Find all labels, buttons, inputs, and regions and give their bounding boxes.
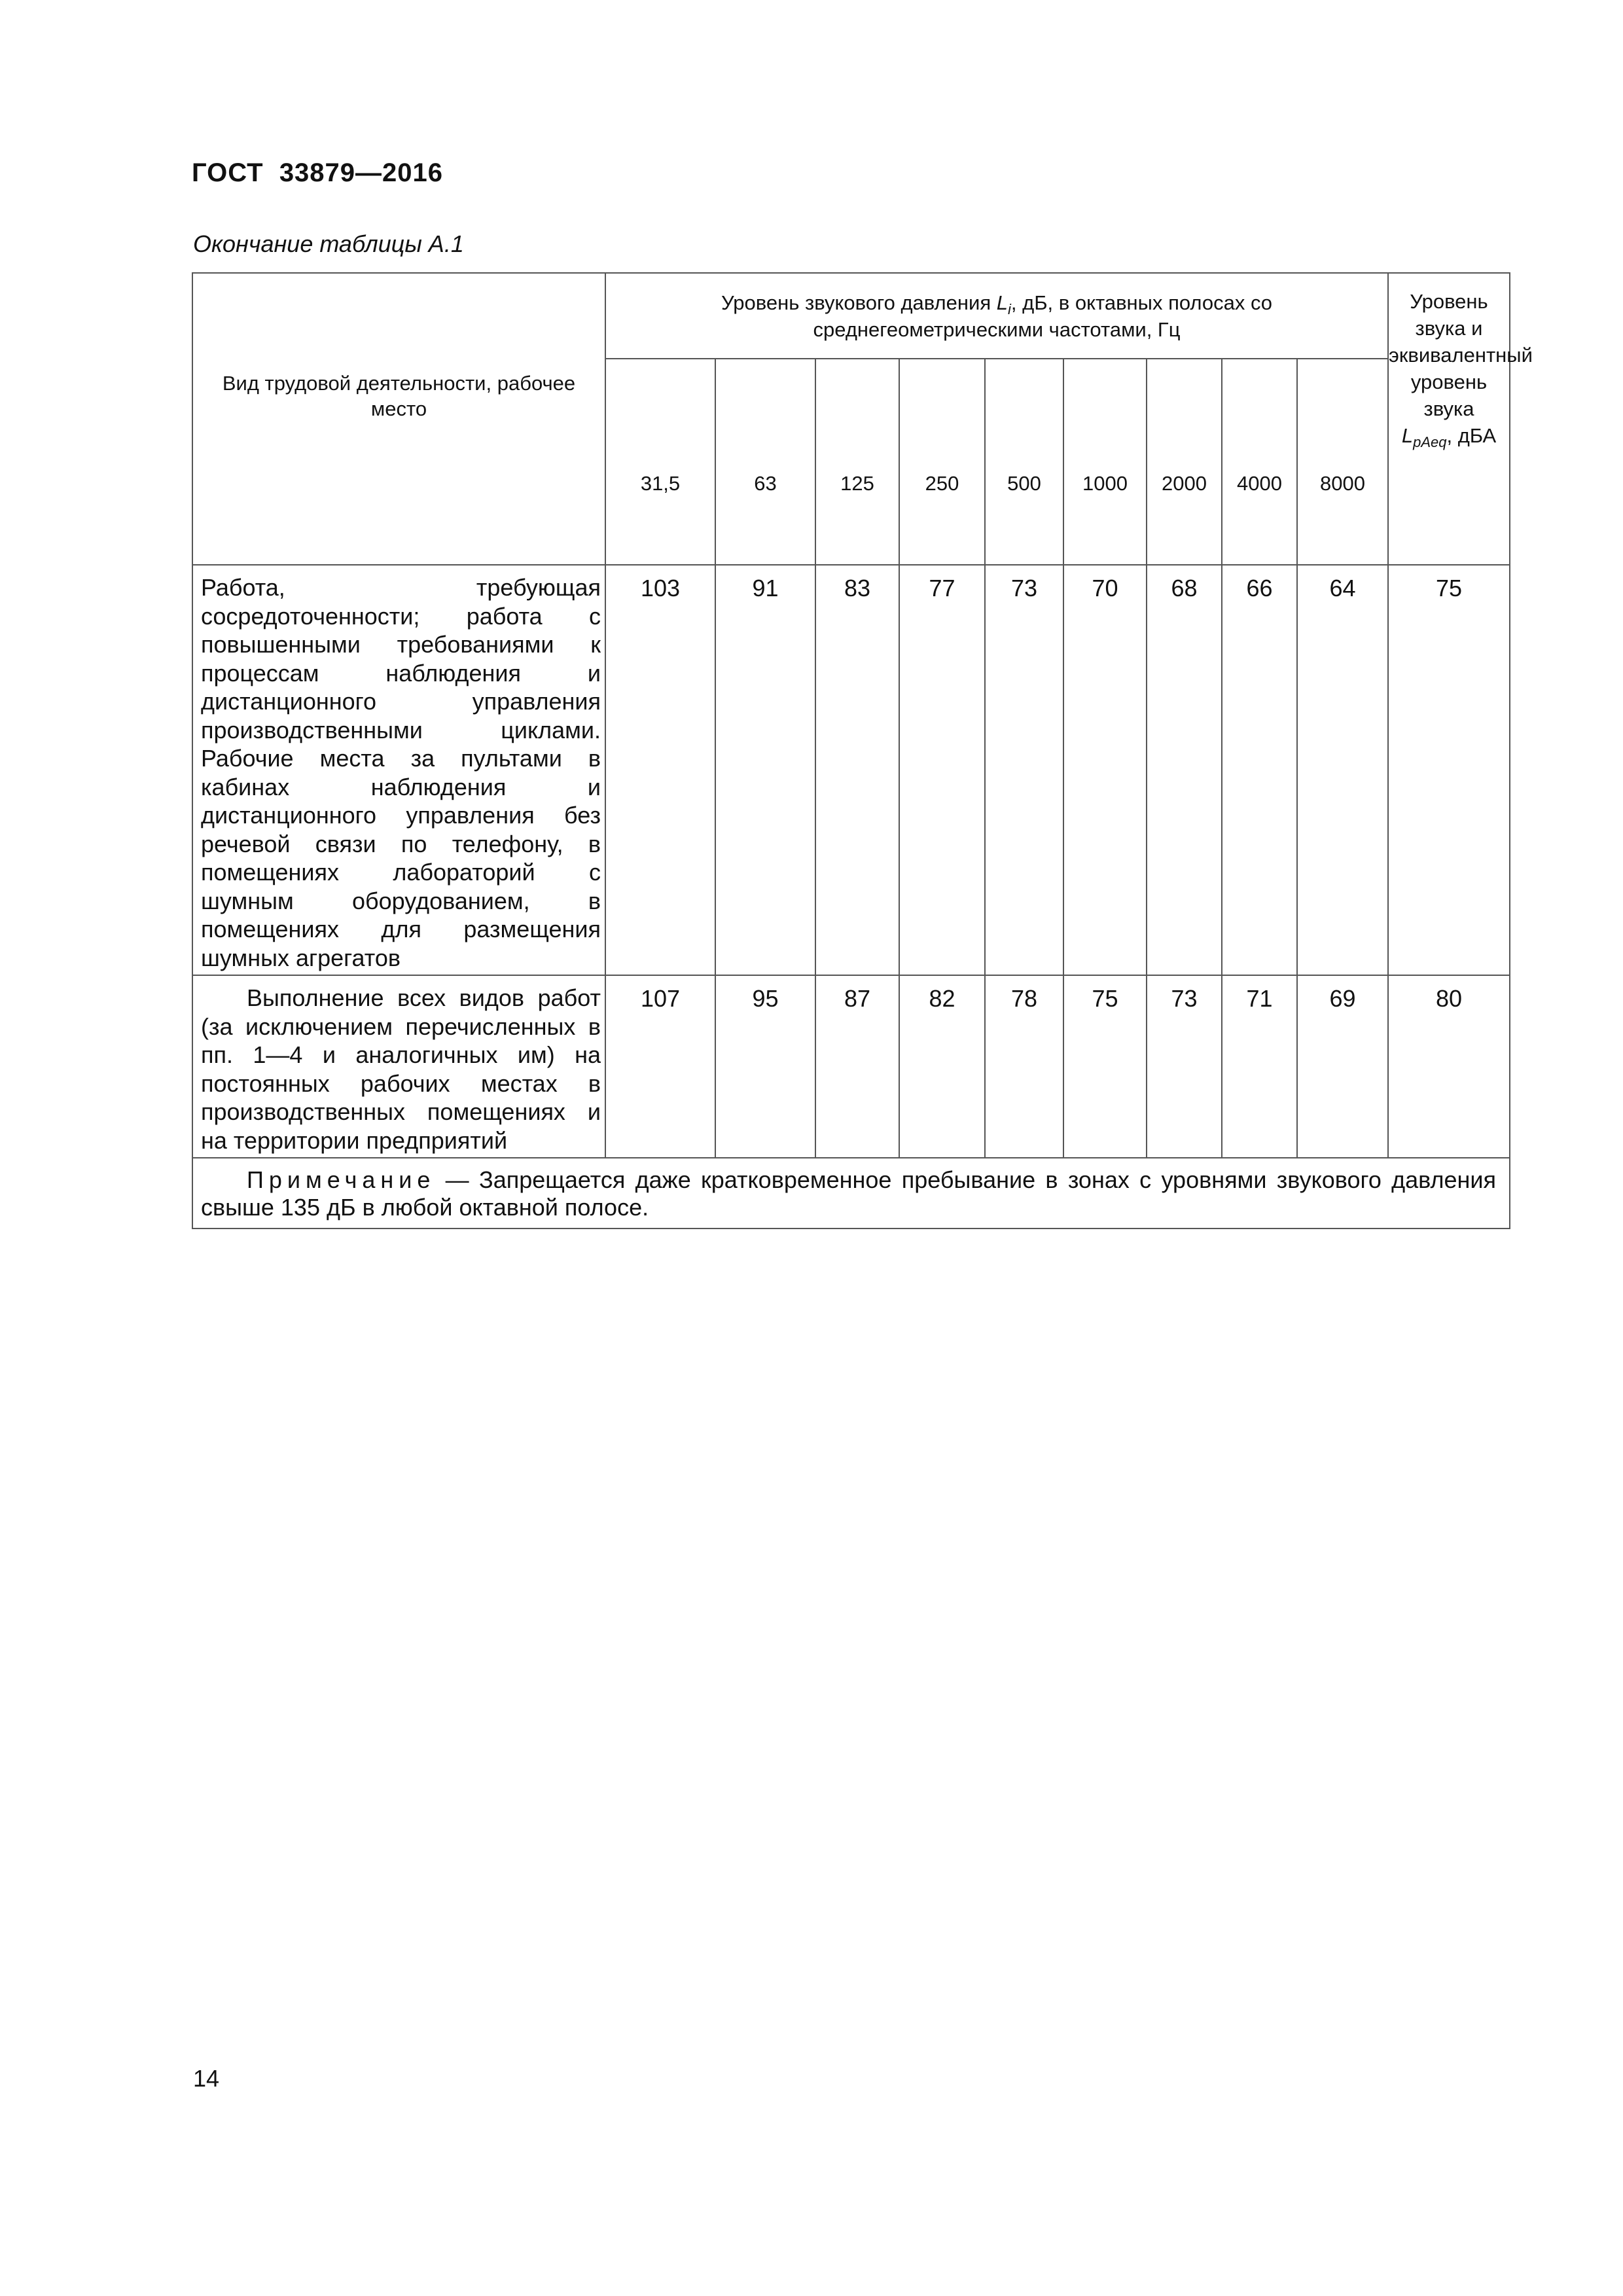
freq-header: 2000	[1147, 359, 1222, 565]
table-row	[192, 975, 1510, 1158]
table-caption: Окончание таблицы А.1	[193, 230, 464, 257]
level-cell: 75	[1388, 565, 1510, 975]
freq-header: 125	[815, 359, 899, 565]
header-level-unit: , дБА	[1446, 424, 1497, 447]
freq-header: 4000	[1222, 359, 1297, 565]
table-row	[192, 565, 1510, 975]
table-cell: 103	[605, 565, 715, 975]
table-cell: 78	[985, 975, 1063, 1158]
header-spl-subscript: i	[1007, 300, 1011, 317]
freq-header: 250	[899, 359, 985, 565]
table-cell: 73	[1147, 975, 1222, 1158]
note-row	[192, 1158, 1510, 1229]
note-text: — Запрещается даже кратковременное пребывание в зонах с уровнями звукового давления свыше 135 дБ в любой октавной полосе.	[201, 1166, 1496, 1221]
header-level-subscript: pAeq	[1413, 434, 1447, 451]
table-cell: 70	[1063, 565, 1147, 975]
table-cell: 95	[715, 975, 815, 1158]
table-cell: 73	[985, 565, 1063, 975]
header-sound-pressure	[605, 273, 1388, 359]
table-note	[192, 1158, 1510, 1229]
page-number: 14	[193, 2065, 220, 2092]
header-row-1	[192, 273, 1510, 359]
table-cell: 69	[1297, 975, 1388, 1158]
table-cell: 91	[715, 565, 815, 975]
row-activity: Выполнение всех видов работ (за исключением перечисленных в пп. 1—4 и аналогичных им) на постоянных рабочих местах в производственных помещениях и на территории предприятий	[192, 975, 605, 1158]
freq-header: 500	[985, 359, 1063, 565]
freq-header: 63	[715, 359, 815, 565]
row-activity: Работа, требующая сосредоточенности; работа с повышенными требованиями к процессам наблюдения и дистанционного управления производственными циклами. Рабочие места за пультами в кабинах наблюдения и дистанционного управления без речевой связи по телефону, в помещениях лабораторий с шумным оборудованием, в помещениях для размещения шумных агрегатов	[192, 565, 605, 975]
header-spl-prefix: Уровень звукового давления	[721, 291, 997, 314]
table-cell: 64	[1297, 565, 1388, 975]
header-spl-symbol: L	[996, 291, 1008, 314]
document-code: ГОСТ 33879—2016	[192, 158, 444, 187]
header-spl-suffix: , дБ, в октавных полосах со среднегеометрическими частотами, Гц	[813, 291, 1273, 341]
table-cell: 75	[1063, 975, 1147, 1158]
header-level-symbol: L	[1401, 424, 1414, 447]
table-cell: 68	[1147, 565, 1222, 975]
header-sound-level	[1388, 273, 1533, 565]
level-cell: 80	[1388, 975, 1510, 1158]
header-activity: Вид трудовой деятельности, рабочее место	[192, 273, 605, 565]
table-cell: 71	[1222, 975, 1297, 1158]
table-cell: 107	[605, 975, 715, 1158]
table-cell: 87	[815, 975, 899, 1158]
table-cell: 82	[899, 975, 985, 1158]
freq-header: 8000	[1297, 359, 1388, 565]
note-label: Примечание	[247, 1166, 436, 1193]
noise-norms-table	[192, 272, 1533, 1229]
header-level-text: Уровень звука и эквивалентный уровень звука	[1389, 290, 1533, 420]
table-cell: 77	[899, 565, 985, 975]
freq-header: 31,5	[605, 359, 715, 565]
freq-header: 1000	[1063, 359, 1147, 565]
table-cell: 66	[1222, 565, 1297, 975]
table-cell: 83	[815, 565, 899, 975]
